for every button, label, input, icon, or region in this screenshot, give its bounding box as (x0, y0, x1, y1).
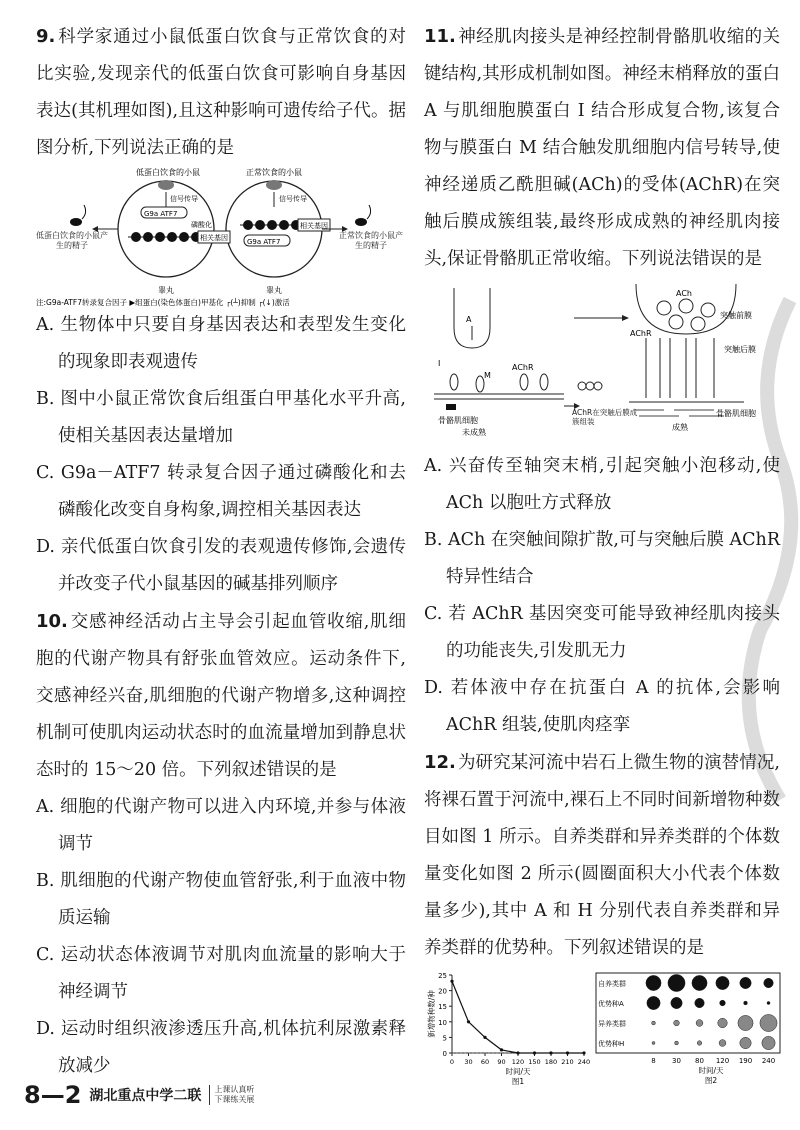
x-tick-label: 210 (561, 1058, 574, 1066)
option-a[interactable]: A. 生物体中只要自身基因表达和表型发生变化的现象即表观遗传 (36, 315, 406, 372)
data-point (483, 1036, 486, 1039)
y-tick-label: 0 (442, 1050, 447, 1058)
svg-text:ACh: ACh (676, 289, 692, 298)
series-label: 自养类群 (598, 980, 626, 988)
series-label: 优势种H (598, 1040, 625, 1048)
data-point (533, 1051, 536, 1054)
slogan-line-1: 上课认真听 (214, 1085, 255, 1094)
data-point (566, 1051, 569, 1054)
bubble (762, 1036, 775, 1049)
bubble (646, 975, 661, 990)
q9-options (36, 307, 406, 603)
data-point (450, 980, 453, 983)
series-line (452, 981, 584, 1053)
bubble (696, 1020, 703, 1027)
option-c[interactable]: C. 若 AChR 基因突变可能导致神经肌肉接头的功能丧失,引发肌无力 (424, 604, 780, 661)
svg-text:磷酸化: 磷酸化 (191, 221, 212, 229)
option-d[interactable]: D. 亲代低蛋白饮食引发的表观遗传修饰,会遗传并改变子代小鼠基因的碱基排列顺序 (36, 537, 406, 594)
page-number: 8—2 (24, 1081, 82, 1109)
svg-text:睾丸: 睾丸 (266, 286, 282, 295)
x-tick-label: 120 (715, 1057, 730, 1065)
data-point (516, 1051, 519, 1054)
bubble (671, 997, 682, 1008)
svg-text:AChR: AChR (512, 363, 534, 372)
q12-figures (424, 967, 780, 1087)
q11-figure: A I M AChR 骨骼肌细胞 未成熟 AChR在突触后膜成簇组装 ACh 突触前膜 AChR 突触后膜 骨骼肌细胞 成熟 (424, 278, 780, 448)
question-number: 12. (424, 752, 456, 773)
x-tick-label: 8 (651, 1057, 656, 1065)
x-tick-label: 30 (672, 1057, 681, 1065)
question-12 (424, 744, 780, 967)
svg-text:睾丸: 睾丸 (158, 286, 174, 295)
svg-text:M: M (484, 371, 491, 380)
svg-text:AChR: AChR (630, 329, 652, 338)
bubble (767, 1001, 770, 1004)
option-b[interactable]: B. 图中小鼠正常饮食后组蛋白甲基化水平升高,使相关基因表达量增加 (36, 389, 406, 446)
svg-text:相关基因: 相关基因 (200, 234, 228, 242)
bubble (695, 998, 705, 1008)
bubble (744, 1001, 748, 1005)
x-tick-label: 240 (761, 1057, 776, 1065)
x-tick-label: 190 (738, 1057, 753, 1065)
bubble (760, 1014, 777, 1031)
slogan-line-2: 下课练关展 (214, 1095, 255, 1104)
svg-text:信号传导: 信号传导 (279, 195, 307, 203)
question-stem: 科学家通过小鼠低蛋白饮食与正常饮食的对比实验,发现亲代的低蛋白饮食可影响自身基因表达(其机理如图),且这种影响可遗传给子代。据图分析,下列说法正确的是 (36, 27, 406, 158)
x-tick-label: 120 (511, 1058, 525, 1066)
x-tick-label: 0 (449, 1058, 455, 1066)
brand-name: 湖北重点中学二联 (89, 1088, 202, 1104)
series-label: 优势种A (598, 1000, 624, 1008)
x-axis-label: 时间/天 (698, 1066, 724, 1075)
data-point (467, 1020, 470, 1023)
option-c[interactable]: C. G9a－ATF7 转录复合因子通过磷酸化和去磷酸化改变自身构象,调控相关基因表达 (36, 463, 406, 520)
right-column (424, 18, 780, 1087)
page-footer (24, 1078, 254, 1112)
bubble (718, 1018, 728, 1028)
svg-text:信号传导: 信号传导 (170, 195, 198, 203)
bubble (719, 1040, 726, 1047)
y-tick-label: 5 (442, 1034, 447, 1043)
figure-note: 注:G9a-ATF7转录复合因子 ▶组蛋白(染色体蛋白)甲基化 ┌(┴)抑制 ┌(↓)激活 (36, 298, 290, 307)
y-tick-label: 20 (438, 987, 447, 996)
bubble (675, 1041, 679, 1045)
bubble (720, 1000, 726, 1006)
question-stem: 神经肌肉接头是神经控制骨骼肌收缩的关键结构,其形成机制如图。神经末梢释放的蛋白 A 与肌细胞膜蛋白 I 结合形成复合物,该复合物与膜蛋白 M 结合触发肌细胞内信号转导,使神经递质乙酰胆碱(ACh)的受体(AChR)在突触后膜成簇组装,最终形成成熟的神经肌肉接头,保证骨骼肌正常收缩。下列说法错误的是 (424, 27, 780, 269)
slogan (209, 1085, 254, 1105)
label-mouse-normal: 正常饮食的小鼠 (246, 168, 302, 177)
svg-text:突触后膜: 突触后膜 (724, 345, 756, 354)
bubble (674, 1020, 680, 1026)
svg-text:I: I (438, 359, 441, 368)
svg-text:G9a ATF7: G9a ATF7 (247, 238, 281, 246)
chart-title: 图1 (511, 1077, 525, 1086)
x-tick-label: 180 (544, 1058, 558, 1066)
option-c[interactable]: C. 运动状态体液调节对肌肉血流量的影响大于神经调节 (36, 945, 406, 1002)
background-watermark (730, 290, 800, 810)
x-tick-label: 150 (528, 1058, 541, 1066)
x-axis-label: 时间/天 (505, 1067, 531, 1076)
q10-options (36, 789, 406, 1085)
q11-options (424, 448, 780, 744)
question-9 (36, 18, 406, 167)
option-d[interactable]: D. 若体液中存在抗蛋白 A 的抗体,会影响 AChR 组装,使肌肉痉挛 (424, 678, 780, 735)
svg-text:骨骼肌细胞: 骨骼肌细胞 (438, 416, 478, 425)
x-tick-label: 60 (480, 1058, 490, 1066)
bubble (738, 1015, 753, 1030)
question-10 (36, 603, 406, 789)
bubble (692, 975, 707, 990)
question-number: 10. (36, 611, 68, 632)
option-b[interactable]: B. ACh 在突触间隙扩散,可与突触后膜 AChR 特异性结合 (424, 530, 780, 587)
x-tick-label: 30 (464, 1058, 473, 1066)
data-point (582, 1051, 585, 1054)
bubble (652, 1021, 656, 1025)
bubble (668, 974, 685, 991)
x-tick-label: 80 (695, 1057, 704, 1065)
q9-figure: 低蛋白饮食的小鼠 正常饮食的小鼠 信号传导 信号传导 G9a ATF7 磷酸化 相关基因 相关基因 G9a ATF7 睾丸 睾丸 低蛋白饮食的小鼠产生的精子 正常饮食的小鼠产生的精子 注:G9a-ATF7转录复合因子 ▶组蛋白(染色体蛋白)甲基化 ┌(┴)抑制 ┌(↓)激活 (36, 168, 403, 307)
bubble (697, 1041, 702, 1046)
data-point (500, 1048, 503, 1051)
y-tick-label: 25 (438, 972, 447, 980)
svg-text:成熟: 成熟 (672, 423, 688, 432)
question-number: 9. (36, 26, 56, 47)
option-d[interactable]: D. 运动时组织液渗透压升高,机体抗利尿激素释放减少 (36, 1019, 406, 1076)
chart-figure-2 (594, 967, 784, 1087)
chart-figure-1 (424, 967, 594, 1087)
y-axis-label: 新增物种数/种 (427, 990, 436, 1038)
option-a[interactable]: A. 细胞的代谢产物可以进入内环境,并参与体液调节 (36, 797, 406, 854)
complex-label: G9a ATF7 (144, 210, 178, 218)
svg-text:A: A (466, 315, 472, 324)
bubble (647, 996, 660, 1009)
svg-text:未成熟: 未成熟 (462, 428, 486, 437)
option-b[interactable]: B. 肌细胞的代谢产物使血管舒张,利于血液中物质运输 (36, 871, 406, 928)
question-11 (424, 18, 780, 278)
y-tick-label: 10 (438, 1018, 447, 1027)
bubble (716, 976, 729, 989)
option-a[interactable]: A. 兴奋传至轴突末梢,引起突触小泡移动,使 ACh 以胞吐方式释放 (424, 456, 780, 513)
left-column (36, 18, 406, 1085)
question-stem: 为研究某河流中岩石上微生物的演替情况,将裸石置于河流中,裸石上不同时间新增物种数目如图 1 所示。自养类群和异养类群的个体数量变化如图 2 所示(圆圈面积大小代表个体数量多少),其中 A 和 H 分别代表自养类群和异养类群的优势种。下列叙述错误的是 (424, 753, 780, 958)
series-label: 异养类群 (598, 1020, 626, 1028)
x-tick-label: 90 (497, 1058, 506, 1066)
bubble (764, 978, 774, 988)
svg-text:相关基因: 相关基因 (300, 222, 328, 230)
x-tick-label: 240 (577, 1058, 591, 1066)
label-mouse-low: 低蛋白饮食的小鼠 (136, 168, 200, 177)
bubble (652, 1041, 655, 1044)
bubble (740, 977, 751, 988)
question-number: 11. (424, 26, 456, 47)
svg-text:骨骼肌细胞: 骨骼肌细胞 (716, 409, 756, 418)
chart-title: 图2 (704, 1076, 718, 1085)
svg-text:突触前膜: 突触前膜 (720, 311, 752, 320)
question-stem: 交感神经活动占主导会引起血管收缩,肌细胞的代谢产物具有舒张血管效应。运动条件下,交感神经兴奋,肌细胞的代谢产物增多,这种调控机制可使肌肉运动状态时的血流量增加到静息状态时的 15～20 倍。下列叙述错误的是 (36, 612, 406, 780)
y-tick-label: 15 (438, 1003, 447, 1012)
bubble (740, 1037, 751, 1048)
data-point (549, 1051, 552, 1054)
